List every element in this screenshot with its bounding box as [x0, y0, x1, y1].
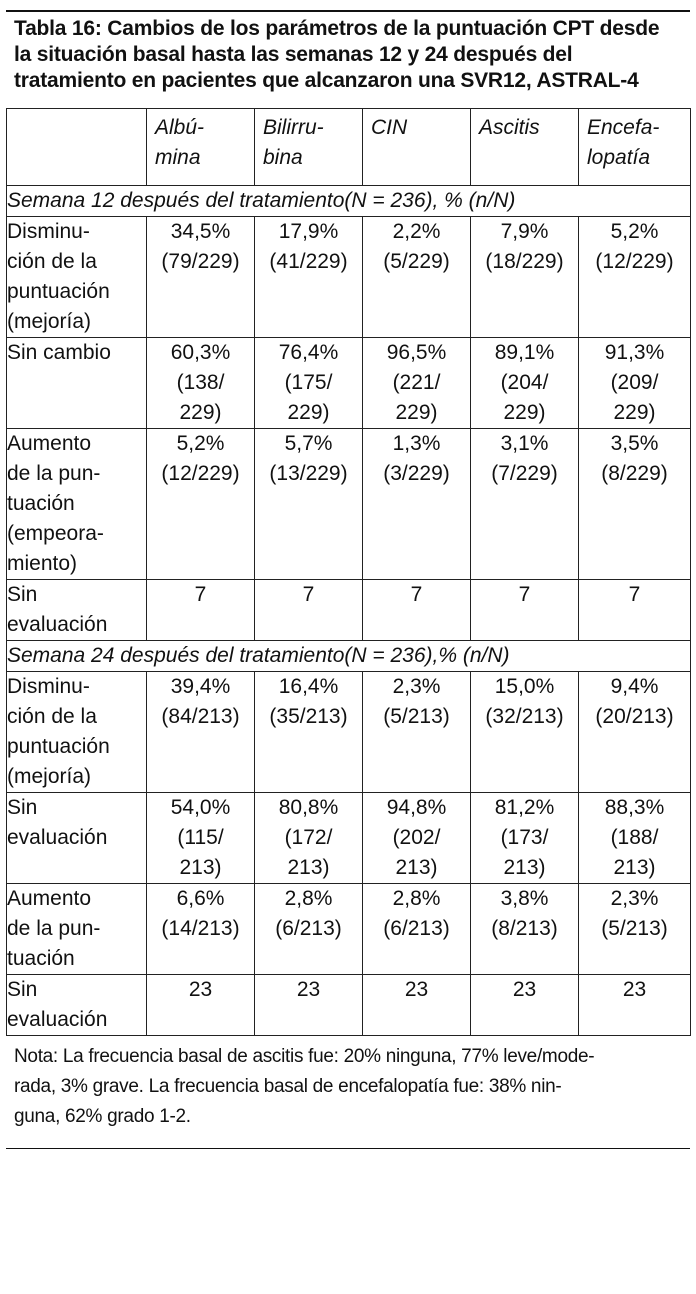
table-cell: 7,9% (18/229)	[471, 217, 579, 338]
document-page	[6, 10, 690, 1149]
table-cell: 9,4% (20/213)	[579, 672, 691, 793]
table-row	[7, 429, 691, 580]
table-cell: 2,8% (6/213)	[363, 884, 471, 975]
table-body	[7, 186, 691, 1036]
table-cell: 2,2% (5/229)	[363, 217, 471, 338]
bottom-rule	[6, 1148, 690, 1149]
table-cell: 96,5% (221/ 229)	[363, 338, 471, 429]
table-cell: 5,2% (12/229)	[579, 217, 691, 338]
header-encefalopatia: Encefa- lopatía	[579, 109, 691, 186]
table-cell: 16,4% (35/213)	[255, 672, 363, 793]
row-label: Aumento de la pun- tuación (empeora- miento)	[7, 429, 147, 580]
table-cell: 34,5% (79/229)	[147, 217, 255, 338]
table-row	[7, 580, 691, 641]
table-row	[7, 672, 691, 793]
table-cell: 2,8% (6/213)	[255, 884, 363, 975]
table-cell: 7	[363, 580, 471, 641]
section-row	[7, 641, 691, 672]
table-cell: 60,3% (138/ 229)	[147, 338, 255, 429]
table-cell: 2,3% (5/213)	[363, 672, 471, 793]
table-cell: 6,6% (14/213)	[147, 884, 255, 975]
header-empty	[7, 109, 147, 186]
table-cell: 23	[363, 975, 471, 1036]
table-cell: 91,3% (209/ 229)	[579, 338, 691, 429]
table-cell: 39,4% (84/213)	[147, 672, 255, 793]
table-cell: 23	[579, 975, 691, 1036]
table-title: Tabla 16: Cambios de los parámetros de la puntuación CPT desde la situación basal hasta las semanas 12 y 24 después del tratamiento en pacientes que alcanzaron una SVR12, ASTRAL-4	[14, 17, 660, 92]
table-cell: 94,8% (202/ 213)	[363, 793, 471, 884]
row-label: Sin evaluación	[7, 793, 147, 884]
table-cell: 88,3% (188/ 213)	[579, 793, 691, 884]
table-cell: 54,0% (115/ 213)	[147, 793, 255, 884]
table-cell: 3,8% (8/213)	[471, 884, 579, 975]
table-cell: 89,1% (204/ 229)	[471, 338, 579, 429]
row-label: Aumento de la pun- tuación	[7, 884, 147, 975]
table-row	[7, 338, 691, 429]
table-row	[7, 793, 691, 884]
table-row	[7, 217, 691, 338]
section-heading: Semana 24 después del tratamiento(N = 236),% (n/N)	[7, 641, 691, 672]
section-heading: Semana 12 después del tratamiento(N = 236), % (n/N)	[7, 186, 691, 217]
row-label: Disminu- ción de la puntuación (mejoría)	[7, 217, 147, 338]
table-cell: 23	[255, 975, 363, 1036]
header-ascitis: Ascitis	[471, 109, 579, 186]
table-cell: 15,0% (32/213)	[471, 672, 579, 793]
table-cell: 80,8% (172/ 213)	[255, 793, 363, 884]
table-row	[7, 975, 691, 1036]
row-label: Sin cambio	[7, 338, 147, 429]
table-cell: 2,3% (5/213)	[579, 884, 691, 975]
table-cell: 3,1% (7/229)	[471, 429, 579, 580]
table-cell: 5,7% (13/229)	[255, 429, 363, 580]
table-cell: 81,2% (173/ 213)	[471, 793, 579, 884]
table-cell: 76,4% (175/ 229)	[255, 338, 363, 429]
row-label: Sin evaluación	[7, 580, 147, 641]
table-cell: 7	[147, 580, 255, 641]
table-cell: 7	[471, 580, 579, 641]
table-note: Nota: La frecuencia basal de ascitis fue: 20% ninguna, 77% leve/mode- rada, 3% grave. La frecuencia basal de encefalopatía fue: 38% nin- guna, 62% grado 1-2.	[14, 1046, 595, 1127]
header-cin: CIN	[363, 109, 471, 186]
section-row	[7, 186, 691, 217]
table-cell: 17,9% (41/229)	[255, 217, 363, 338]
table-cell: 23	[471, 975, 579, 1036]
table-row	[7, 884, 691, 975]
header-row	[7, 109, 691, 186]
cpt-table	[6, 108, 691, 1036]
table-cell: 7	[255, 580, 363, 641]
row-label: Disminu- ción de la puntuación (mejoría)	[7, 672, 147, 793]
table-cell: 7	[579, 580, 691, 641]
header-bilirrubina: Bilirru- bina	[255, 109, 363, 186]
header-albumina: Albú- mina	[147, 109, 255, 186]
table-cell: 23	[147, 975, 255, 1036]
table-cell: 3,5% (8/229)	[579, 429, 691, 580]
table-cell: 1,3% (3/229)	[363, 429, 471, 580]
row-label: Sin evaluación	[7, 975, 147, 1036]
table-cell: 5,2% (12/229)	[147, 429, 255, 580]
